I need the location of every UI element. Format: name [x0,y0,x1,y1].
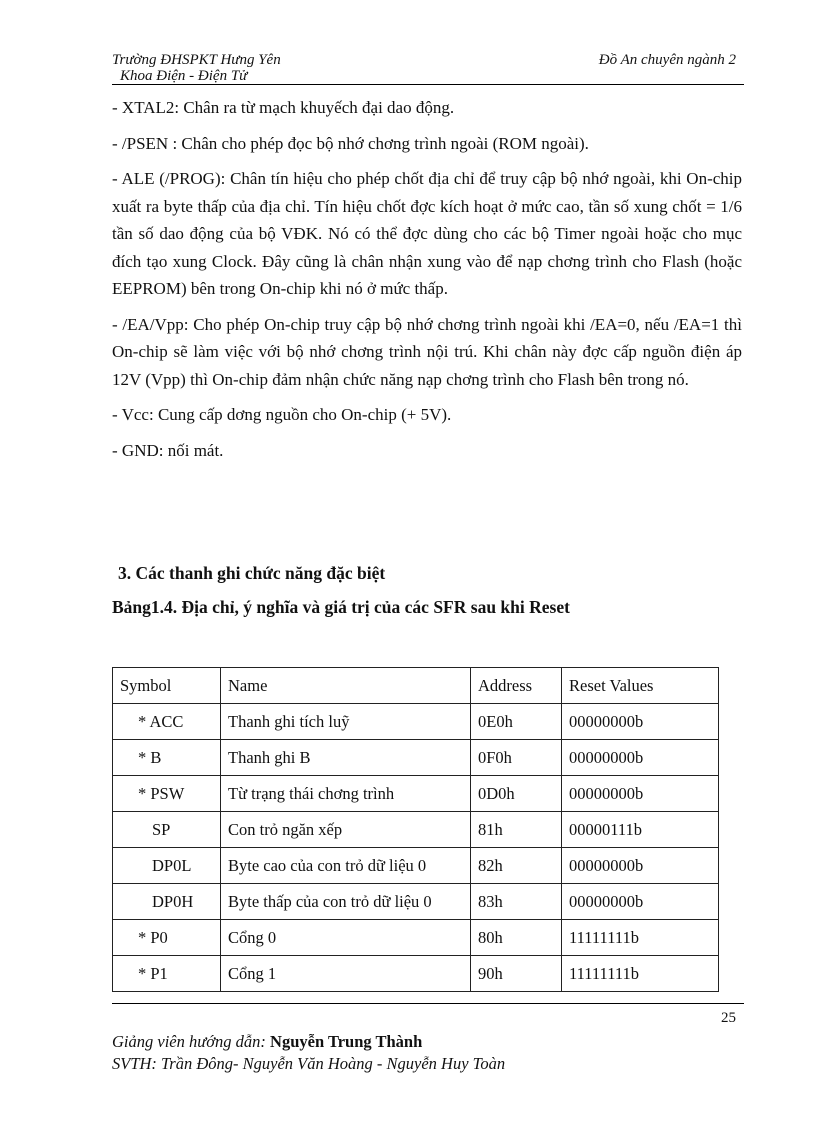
instructor-label: Giảng viên hướng dẫn: [112,1032,266,1051]
address-cell: 0E0h [471,704,562,740]
symbol-text: DP0L [152,855,192,875]
paragraph-psen: - /PSEN : Chân cho phép đọc bộ nhớ chơng trình ngoài (ROM ngoài). [112,133,589,153]
name-cell: Con trỏ ngăn xếp [221,812,471,848]
paragraph-ale: - ALE (/PROG): Chân tín hiệu cho phép chốt địa chỉ để truy cập bộ nhớ ngoài, khi On-chip xuất ra byte thấp của địa chỉ. Tín hiệu chốt đợc kích hoạt ở mức cao, tần số xung chốt = 1/6 tần số dao động của bộ VĐK. Nó có thể đợc dùng cho các bộ Timer ngoài hoặc cho mục đích tạo xung Clock. Đây cũng là chân nhận xung vào để nạp chơng trình cho Flash (hoặc EEPROM) bên trong On-chip khi nó ở mức thấp. [112,169,742,298]
footer-divider [112,1003,744,1004]
document-title: Đồ An chuyên ngành 2 [598,52,736,68]
address-cell: 83h [471,884,562,920]
symbol-cell [113,956,221,992]
symbol-cell [113,740,221,776]
reset-cell: 00000000b [562,740,719,776]
page-number: 25 [721,1010,736,1026]
table-row [113,920,719,956]
faculty-name: Khoa Điện - Điện Tử [120,68,248,84]
paragraph-ea-vpp: - /EA/Vpp: Cho phép On-chip truy cập bộ nhớ chơng trình ngoài khi /EA=0, nếu /EA=1 thì On-chip sẽ làm việc với bộ nhớ chơng trình nội trú. Khi chân này đợc cấp nguồn điện áp 12V (Vpp) thì On-chip đảm nhận chức năng nạp chơng trình cho Flash bên trong nó. [112,314,742,389]
header-reset-values: Reset Values [562,668,719,704]
name-cell: Từ trạng thái chơng trình [221,776,471,812]
header-address: Address [471,668,562,704]
table-caption: Bảng1.4. Địa chỉ, ý nghĩa và giá trị của các SFR sau khi Reset [112,597,570,617]
header-name: Name [221,668,471,704]
address-cell: 81h [471,812,562,848]
sfr-table [112,667,719,992]
symbol-cell [113,776,221,812]
students-line: SVTH: Trần Đông- Nguyễn Văn Hoàng - Nguyễn Huy Toàn [112,1054,506,1073]
instructor-name: Nguyễn Trung Thành [270,1032,423,1051]
table-row [113,740,719,776]
name-cell: Byte cao của con trỏ dữ liệu 0 [221,848,471,884]
paragraph-vcc: - Vcc: Cung cấp dơng nguồn cho On-chip (+ 5V). [112,405,452,424]
instructor-line [112,1031,505,1053]
name-cell: Cổng 0 [221,920,471,956]
reset-cell: 11111111b [562,920,719,956]
table-row [113,956,719,992]
table-row [113,848,719,884]
address-cell: 90h [471,956,562,992]
reset-cell: 11111111b [562,956,719,992]
symbol-text: * PSW [138,783,185,803]
table-header-row [113,668,719,704]
reset-cell: 00000000b [562,776,719,812]
paragraph-gnd: - GND: nối mát. [112,440,224,460]
reset-cell: 00000111b [562,812,719,848]
symbol-text: * B [138,747,162,767]
school-name: Trường ĐHSPKT Hưng Yên [112,52,281,68]
address-cell: 0D0h [471,776,562,812]
reset-cell: 00000000b [562,704,719,740]
header-symbol: Symbol [113,668,221,704]
table-row [113,704,719,740]
body-text [112,94,742,472]
reset-cell: 00000000b [562,848,719,884]
address-cell: 80h [471,920,562,956]
symbol-text: DP0H [152,891,194,911]
name-cell: Thanh ghi B [221,740,471,776]
symbol-cell [113,704,221,740]
reset-cell: 00000000b [562,884,719,920]
table-row [113,812,719,848]
footer [112,1031,505,1075]
table-row [113,884,719,920]
header-divider [112,84,744,85]
symbol-cell [113,920,221,956]
address-cell: 82h [471,848,562,884]
symbol-cell [113,848,221,884]
header-left [112,52,281,84]
name-cell: Thanh ghi tích luỹ [221,704,471,740]
symbol-text: * ACC [138,711,184,731]
address-cell: 0F0h [471,740,562,776]
table-row [113,776,719,812]
section-title: 3. Các thanh ghi chức năng đặc biệt [118,563,386,583]
paragraph-xtal2: - XTAL2: Chân ra từ mạch khuyếch đại dao động. [112,98,455,117]
symbol-text: * P0 [138,927,168,947]
name-cell: Cổng 1 [221,956,471,992]
symbol-cell [113,812,221,848]
symbol-text: * P1 [138,963,168,983]
symbol-text: SP [152,819,171,839]
symbol-cell [113,884,221,920]
name-cell: Byte thấp của con trỏ dữ liệu 0 [221,884,471,920]
